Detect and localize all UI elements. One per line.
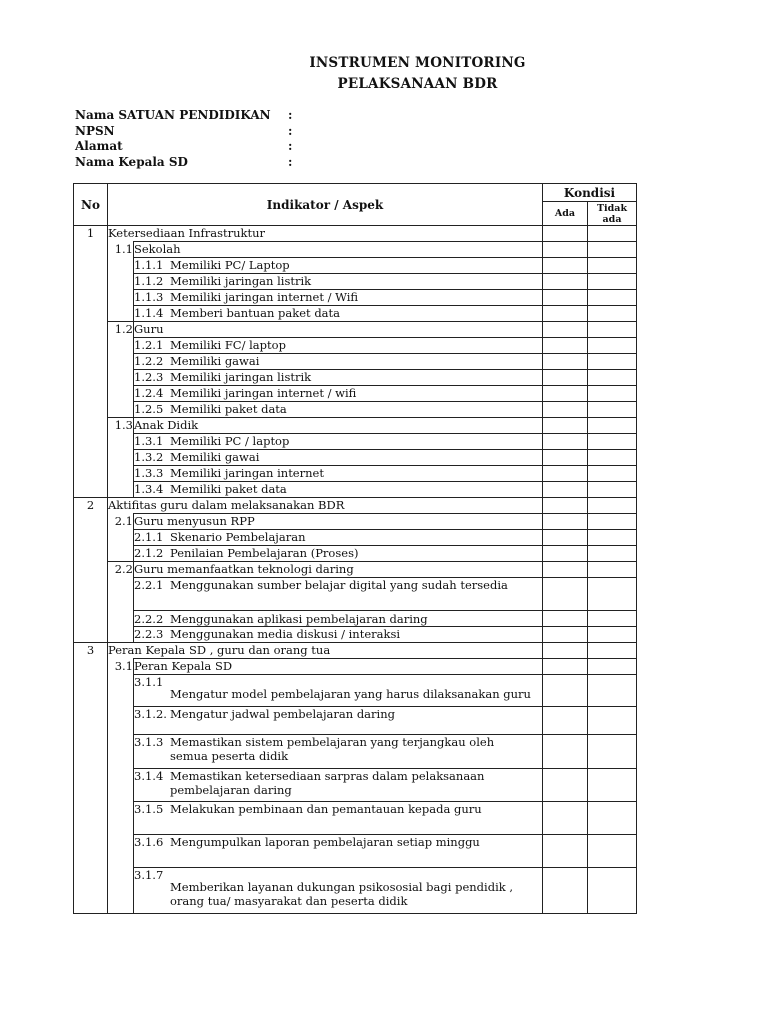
info-label: Alamat bbox=[75, 139, 123, 153]
table-row bbox=[74, 802, 637, 835]
table-row bbox=[74, 659, 637, 675]
indicator-code: 1.1.3 bbox=[134, 290, 164, 304]
info-colon: : bbox=[288, 139, 293, 153]
checkbox-ada[interactable] bbox=[543, 735, 588, 769]
indicator-text: Memiliki paket data bbox=[170, 402, 287, 416]
indicator-code: 3.1.5 bbox=[134, 802, 164, 816]
indicator-line bbox=[134, 880, 542, 894]
info-row-alamat bbox=[75, 139, 375, 155]
indicator-code: 3.1.6 bbox=[134, 835, 164, 849]
table-row bbox=[74, 868, 637, 914]
indicator-item bbox=[134, 611, 543, 627]
checkbox-ada[interactable] bbox=[543, 434, 588, 450]
sub-number: 1.2 bbox=[108, 322, 134, 418]
indicator-code: 1.2.1 bbox=[134, 338, 164, 352]
table-row bbox=[74, 322, 637, 338]
checkbox-tidak-ada[interactable] bbox=[588, 735, 637, 769]
indicator-text: Memiliki jaringan listrik bbox=[170, 274, 312, 288]
info-colon: : bbox=[288, 154, 293, 169]
indicator-code: 3.1.1 bbox=[134, 675, 164, 689]
sub-heading: Guru memanfaatkan teknologi daring bbox=[134, 562, 543, 578]
table-row bbox=[74, 578, 637, 611]
indicator-item bbox=[134, 338, 543, 354]
checkbox-tidak-ada[interactable] bbox=[588, 258, 637, 274]
row-number: 1 bbox=[74, 226, 108, 498]
header-kondisi: Kondisi bbox=[543, 184, 637, 202]
header-no: No bbox=[74, 184, 108, 226]
checkbox-ada[interactable] bbox=[543, 643, 588, 659]
table-row bbox=[74, 242, 637, 258]
indicator-code: 3.1.3 bbox=[134, 735, 164, 749]
indicator-item bbox=[134, 530, 543, 546]
indicator-code: 2.1.1 bbox=[134, 530, 164, 544]
checkbox-ada[interactable] bbox=[543, 675, 588, 707]
table-row bbox=[74, 835, 637, 868]
checkbox-ada[interactable] bbox=[543, 707, 588, 735]
checkbox-ada[interactable] bbox=[543, 370, 588, 386]
indicator-item bbox=[134, 306, 543, 322]
table-row bbox=[74, 466, 637, 482]
indicator-text: Mengumpulkan laporan pembelajaran setiap minggu bbox=[170, 835, 480, 849]
table-row bbox=[74, 769, 637, 802]
info-row-npsn bbox=[75, 124, 375, 140]
indicator-item bbox=[134, 434, 543, 450]
info-label: Nama SATUAN PENDIDIKAN bbox=[75, 108, 271, 122]
table-row bbox=[74, 611, 637, 627]
table-row bbox=[74, 258, 637, 274]
sub-number: 2.1 bbox=[108, 514, 134, 562]
indicator-item bbox=[134, 578, 543, 611]
indicator-item bbox=[134, 675, 543, 707]
table-row bbox=[74, 386, 637, 402]
indicator-code: 1.3.4 bbox=[134, 482, 164, 496]
checkbox-tidak-ada[interactable] bbox=[588, 226, 637, 242]
indicator-item bbox=[134, 627, 543, 643]
indicator-code: 1.1.2 bbox=[134, 274, 164, 288]
checkbox-tidak-ada[interactable] bbox=[588, 659, 637, 675]
checkbox-ada[interactable] bbox=[543, 611, 588, 627]
checkbox-tidak-ada[interactable] bbox=[588, 386, 637, 402]
indicator-item bbox=[134, 482, 543, 498]
group-heading: Peran Kepala SD , guru dan orang tua bbox=[108, 643, 543, 659]
indicator-item bbox=[134, 386, 543, 402]
checkbox-ada[interactable] bbox=[543, 627, 588, 643]
indicator-item bbox=[134, 274, 543, 290]
row-number: 2 bbox=[74, 498, 108, 643]
indicator-code: 3.1.4 bbox=[134, 769, 164, 783]
group-heading: Aktifitas guru dalam melaksanakan BDR bbox=[108, 498, 543, 514]
table-row bbox=[74, 370, 637, 386]
table-row bbox=[74, 226, 637, 242]
checkbox-ada[interactable] bbox=[543, 868, 588, 914]
indicator-item bbox=[134, 707, 543, 735]
table-row bbox=[74, 707, 637, 735]
checkbox-ada[interactable] bbox=[543, 530, 588, 546]
checkbox-tidak-ada[interactable] bbox=[588, 530, 637, 546]
checkbox-tidak-ada[interactable] bbox=[588, 402, 637, 418]
table-row bbox=[74, 402, 637, 418]
indicator-code: 3.1.7 bbox=[134, 868, 164, 882]
info-label: NPSN bbox=[75, 123, 115, 138]
checkbox-tidak-ada[interactable] bbox=[588, 418, 637, 434]
indicator-text: Memiliki PC / laptop bbox=[170, 434, 290, 448]
indicator-code: 1.2.3 bbox=[134, 370, 164, 384]
indicator-code: 3.1.2. bbox=[134, 707, 167, 721]
indicator-item bbox=[134, 802, 543, 835]
indicator-text: Memiliki paket data bbox=[170, 482, 287, 496]
checkbox-tidak-ada[interactable] bbox=[588, 802, 637, 835]
checkbox-ada[interactable] bbox=[543, 306, 588, 322]
indicator-item bbox=[134, 546, 543, 562]
info-colon: : bbox=[288, 108, 293, 122]
checkbox-ada[interactable] bbox=[543, 562, 588, 578]
checkbox-tidak-ada[interactable] bbox=[588, 450, 637, 466]
info-colon: : bbox=[288, 123, 293, 138]
checkbox-ada[interactable] bbox=[543, 274, 588, 290]
table-row bbox=[74, 274, 637, 290]
indicator-text: Memiliki gawai bbox=[170, 450, 260, 464]
table-row bbox=[74, 498, 637, 514]
header-indikator: Indikator / Aspek bbox=[108, 184, 543, 226]
indicator-text: Mengatur jadwal pembelajaran daring bbox=[170, 707, 395, 721]
checkbox-tidak-ada[interactable] bbox=[588, 434, 637, 450]
group-heading: Ketersediaan Infrastruktur bbox=[108, 226, 543, 242]
indicator-code: 1.1.4 bbox=[134, 306, 164, 320]
sub-number: 1.1 bbox=[108, 242, 134, 322]
checkbox-tidak-ada[interactable] bbox=[588, 242, 637, 258]
checkbox-tidak-ada[interactable] bbox=[588, 498, 637, 514]
table-row bbox=[74, 675, 637, 707]
indicator-item bbox=[134, 290, 543, 306]
info-label: Nama Kepala SD bbox=[75, 154, 188, 169]
header-ada: Ada bbox=[543, 202, 588, 226]
checkbox-tidak-ada[interactable] bbox=[588, 627, 637, 643]
indicator-code: 1.2.2 bbox=[134, 354, 164, 368]
indicator-code: 1.3.1 bbox=[134, 434, 164, 448]
document-title-line-2: PELAKSANAAN BDR bbox=[337, 76, 498, 92]
checkbox-tidak-ada[interactable] bbox=[588, 482, 637, 498]
checkbox-ada[interactable] bbox=[543, 290, 588, 306]
checkbox-ada[interactable] bbox=[543, 354, 588, 370]
sub-number: 3.1 bbox=[108, 659, 134, 914]
checkbox-ada[interactable] bbox=[543, 226, 588, 242]
checkbox-tidak-ada[interactable] bbox=[588, 338, 637, 354]
checkbox-tidak-ada[interactable] bbox=[588, 578, 637, 611]
checkbox-ada[interactable] bbox=[543, 835, 588, 868]
table-row bbox=[74, 546, 637, 562]
checkbox-ada[interactable] bbox=[543, 242, 588, 258]
table-row bbox=[74, 562, 637, 578]
checkbox-ada[interactable] bbox=[543, 769, 588, 802]
table-row bbox=[74, 306, 637, 322]
checkbox-tidak-ada[interactable] bbox=[588, 306, 637, 322]
indicator-item bbox=[134, 735, 543, 769]
indicator-code: 1.3.2 bbox=[134, 450, 164, 464]
table-row bbox=[74, 338, 637, 354]
indicator-text: Menggunakan aplikasi pembelajaran daring bbox=[170, 612, 428, 626]
sub-number: 2.2 bbox=[108, 562, 134, 643]
indicator-item bbox=[134, 402, 543, 418]
monitoring-table bbox=[73, 183, 637, 914]
checkbox-ada[interactable] bbox=[543, 402, 588, 418]
table-row bbox=[74, 643, 637, 659]
indicator-text: Memiliki gawai bbox=[170, 354, 260, 368]
checkbox-tidak-ada[interactable] bbox=[588, 643, 637, 659]
indicator-code: 2.2.1 bbox=[134, 578, 164, 592]
indicator-code: 2.1.2 bbox=[134, 546, 164, 560]
indicator-text: Memiliki jaringan listrik bbox=[170, 370, 312, 384]
indicator-text: Memiliki jaringan internet / Wifi bbox=[170, 290, 359, 304]
checkbox-tidak-ada[interactable] bbox=[588, 675, 637, 707]
table-row bbox=[74, 482, 637, 498]
checkbox-ada[interactable] bbox=[543, 386, 588, 402]
indicator-text: Mengatur model pembelajaran yang harus dilaksanakan guru bbox=[170, 687, 531, 701]
indicator-line bbox=[134, 687, 542, 701]
checkbox-ada[interactable] bbox=[543, 322, 588, 338]
table-row bbox=[74, 627, 637, 643]
checkbox-ada[interactable] bbox=[543, 466, 588, 482]
indicator-item bbox=[134, 466, 543, 482]
indicator-text: Memastikan ketersediaan sarpras dalam pelaksanaan bbox=[170, 769, 485, 783]
checkbox-ada[interactable] bbox=[543, 258, 588, 274]
table-row bbox=[74, 434, 637, 450]
checkbox-tidak-ada[interactable] bbox=[588, 322, 637, 338]
info-row-kepala-sd bbox=[75, 155, 375, 171]
checkbox-ada[interactable] bbox=[543, 659, 588, 675]
checkbox-tidak-ada[interactable] bbox=[588, 370, 637, 386]
indicator-code: 2.2.2 bbox=[134, 612, 164, 626]
indicator-text: Memiliki jaringan internet / wifi bbox=[170, 386, 357, 400]
checkbox-tidak-ada[interactable] bbox=[588, 835, 637, 868]
checkbox-tidak-ada[interactable] bbox=[588, 290, 637, 306]
indicator-text-continued: semua peserta didik bbox=[170, 749, 289, 763]
sub-heading: Anak Didik bbox=[134, 418, 543, 434]
indicator-item bbox=[134, 370, 543, 386]
checkbox-tidak-ada[interactable] bbox=[588, 868, 637, 914]
checkbox-tidak-ada[interactable] bbox=[588, 274, 637, 290]
indicator-code: 1.2.5 bbox=[134, 402, 164, 416]
indicator-text: Menggunakan sumber belajar digital yang sudah tersedia bbox=[170, 578, 508, 592]
sub-heading: Guru bbox=[134, 322, 543, 338]
checkbox-ada[interactable] bbox=[543, 514, 588, 530]
indicator-item bbox=[134, 258, 543, 274]
checkbox-tidak-ada[interactable] bbox=[588, 546, 637, 562]
checkbox-ada[interactable] bbox=[543, 418, 588, 434]
indicator-code: 1.1.1 bbox=[134, 258, 164, 272]
sub-heading: Guru menyusun RPP bbox=[134, 514, 543, 530]
indicator-text: Memberi bantuan paket data bbox=[170, 306, 341, 320]
indicator-code: 2.2.3 bbox=[134, 627, 164, 641]
sub-number: 1.3 bbox=[108, 418, 134, 498]
checkbox-ada[interactable] bbox=[543, 450, 588, 466]
checkbox-ada[interactable] bbox=[543, 802, 588, 835]
info-row-nama-satuan bbox=[75, 108, 375, 124]
checkbox-tidak-ada[interactable] bbox=[588, 769, 637, 802]
checkbox-ada[interactable] bbox=[543, 546, 588, 562]
indicator-text: Memiliki PC/ Laptop bbox=[170, 258, 290, 272]
document-title-line-1: INSTRUMEN MONITORING bbox=[309, 55, 526, 71]
indicator-text: Skenario Pembelajaran bbox=[170, 530, 306, 544]
indicator-item bbox=[134, 450, 543, 466]
checkbox-tidak-ada[interactable] bbox=[588, 707, 637, 735]
sub-heading: Peran Kepala SD bbox=[134, 659, 543, 675]
row-number: 3 bbox=[74, 643, 108, 914]
indicator-text-continued: pembelajaran daring bbox=[170, 783, 292, 797]
table-row bbox=[74, 735, 637, 769]
indicator-item bbox=[134, 868, 543, 914]
table-row bbox=[74, 450, 637, 466]
indicator-item bbox=[134, 769, 543, 802]
checkbox-tidak-ada[interactable] bbox=[588, 562, 637, 578]
table-row bbox=[74, 354, 637, 370]
table-row bbox=[74, 530, 637, 546]
indicator-code: 1.3.3 bbox=[134, 466, 164, 480]
indicator-text: Memiliki jaringan internet bbox=[170, 466, 324, 480]
indicator-text: Memiliki FC/ laptop bbox=[170, 338, 286, 352]
sub-heading: Sekolah bbox=[134, 242, 543, 258]
checkbox-tidak-ada[interactable] bbox=[588, 354, 637, 370]
school-info-block bbox=[75, 108, 375, 170]
indicator-code: 1.2.4 bbox=[134, 386, 164, 400]
checkbox-tidak-ada[interactable] bbox=[588, 466, 637, 482]
checkbox-ada[interactable] bbox=[543, 578, 588, 611]
indicator-text: Penilaian Pembelajaran (Proses) bbox=[170, 546, 359, 560]
table-row bbox=[74, 514, 637, 530]
indicator-text: Memberikan layanan dukungan psikososial bagi pendidik , bbox=[170, 880, 514, 894]
indicator-text: Memastikan sistem pembelajaran yang terjangkau oleh bbox=[170, 735, 495, 749]
checkbox-tidak-ada[interactable] bbox=[588, 514, 637, 530]
header-tidak-ada: Tidak ada bbox=[588, 202, 637, 226]
checkbox-tidak-ada[interactable] bbox=[588, 611, 637, 627]
indicator-text: Menggunakan media diskusi / interaksi bbox=[170, 627, 401, 641]
checkbox-ada[interactable] bbox=[543, 482, 588, 498]
table-row bbox=[74, 290, 637, 306]
indicator-item bbox=[134, 354, 543, 370]
indicator-item bbox=[134, 835, 543, 868]
table-row bbox=[74, 418, 637, 434]
indicator-text-continued: orang tua/ masyarakat dan peserta didik bbox=[170, 894, 408, 908]
checkbox-ada[interactable] bbox=[543, 498, 588, 514]
indicator-text: Melakukan pembinaan dan pemantauan kepada guru bbox=[170, 802, 482, 816]
checkbox-ada[interactable] bbox=[543, 338, 588, 354]
